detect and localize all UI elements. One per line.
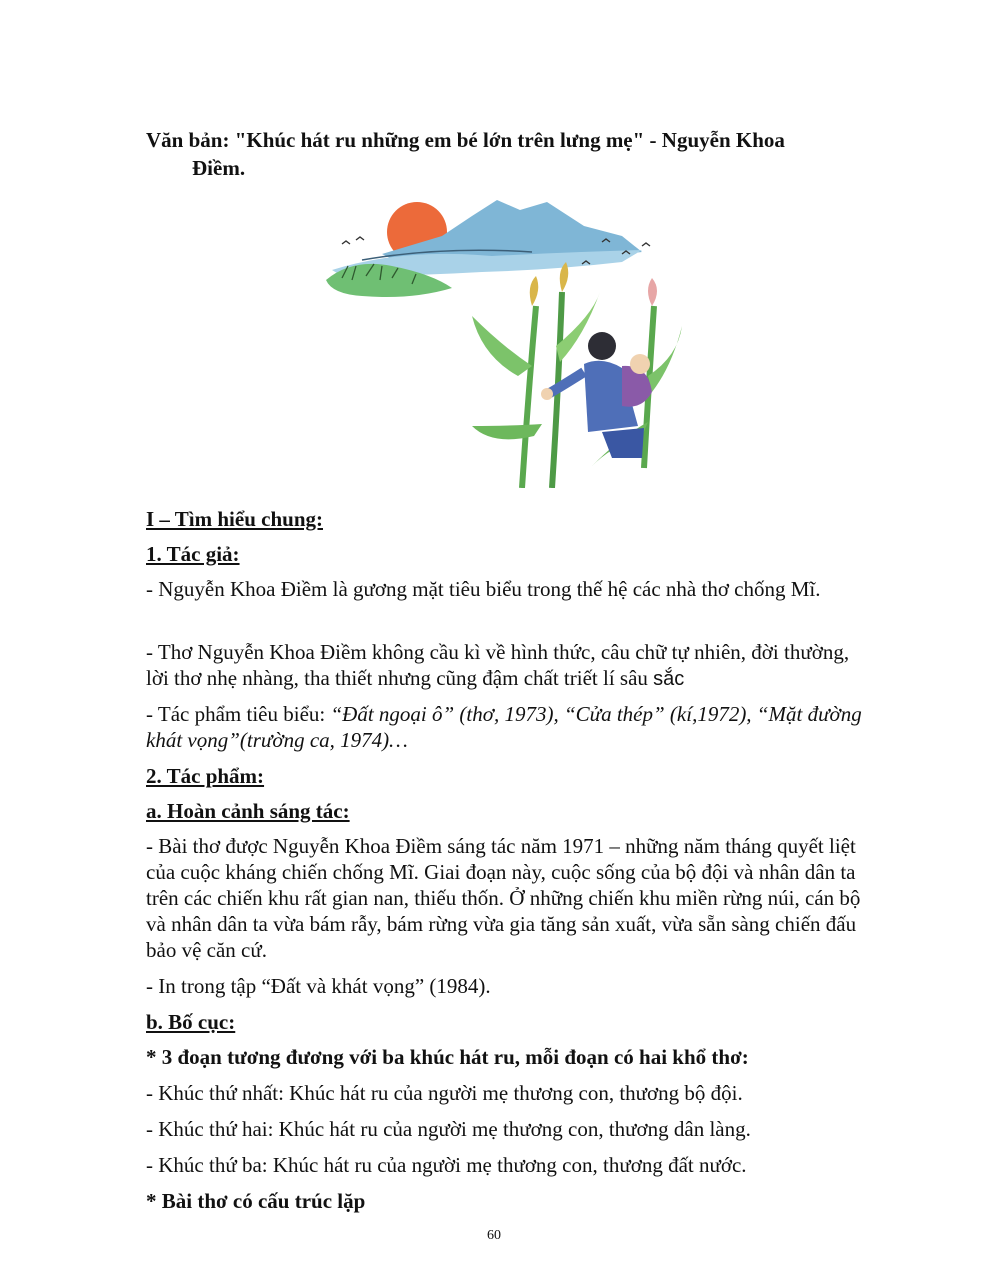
page-number: 60 bbox=[487, 1228, 501, 1243]
structure-heading: * Bài thơ có cấu trúc lặp bbox=[146, 1189, 366, 1213]
work-heading: 2. Tác phẩm: bbox=[146, 764, 265, 788]
layout-subheading: * 3 đoạn tương đương với ba khúc hát ru, mỗi đoạn có hai khổ thơ: bbox=[146, 1045, 749, 1069]
layout-item-2: - Khúc thứ hai: Khúc hát ru của người mẹ thương con, thương dân làng. bbox=[146, 1117, 751, 1141]
author-heading: 1. Tác giả: bbox=[146, 542, 240, 566]
layout-item-1: - Khúc thứ nhất: Khúc hát ru của người mẹ thương con, thương bộ đội. bbox=[146, 1081, 743, 1105]
author-paragraph-2: - Thơ Nguyễn Khoa Điềm không cầu kì về hình thức, câu chữ tự nhiên, đời thường, lời thơ nhẹ nhàng, tha thiết nhưng cũng đậm chất triết lí sâu sắc bbox=[146, 640, 850, 690]
title-line-1: Văn bản: "Khúc hát ru những em bé lớn trên lưng mẹ" - Nguyễn Khoa bbox=[146, 128, 785, 152]
author-paragraph-1: - Nguyễn Khoa Điềm là gương mặt tiêu biểu trong thế hệ các nhà thơ chống Mĩ. bbox=[146, 577, 821, 601]
section-heading-1: I – Tìm hiểu chung: bbox=[146, 507, 323, 531]
context-paragraph-2: - In trong tập “Đất và khát vọng” (1984). bbox=[146, 974, 491, 998]
title-line-2: Điềm. bbox=[192, 156, 246, 180]
context-heading: a. Hoàn cảnh sáng tác: bbox=[146, 799, 350, 823]
author-paragraph-3: - Tác phẩm tiêu biểu: “Đất ngoại ô” (thơ, 1973), “Cửa thép” (kí,1972), “Mặt đường khát vọng”(trường ca, 1974)… bbox=[146, 702, 862, 752]
mother-carrying-baby-in-corn-field-illustration bbox=[322, 196, 682, 488]
document-title bbox=[146, 126, 866, 182]
layout-item-3: - Khúc thứ ba: Khúc hát ru của người mẹ thương con, thương đất nước. bbox=[146, 1153, 747, 1177]
context-paragraph-1: - Bài thơ được Nguyễn Khoa Điềm sáng tác năm 1971 – những năm tháng quyết liệt của cuộc kháng chiến chống Mĩ. Giai đoạn này, cuộc sống của bộ đội và nhân dân ta trên các chiến khu rất gian nan, thiếu thốn. Ở những chiến khu miền rừng núi, cán bộ và nhân dân ta vừa bám rẫy, bám rừng vừa gia tăng sản xuất, vừa sẵn sàng chiến đấu bảo vệ căn cứ. bbox=[146, 834, 861, 962]
layout-heading: b. Bố cục: bbox=[146, 1010, 236, 1034]
